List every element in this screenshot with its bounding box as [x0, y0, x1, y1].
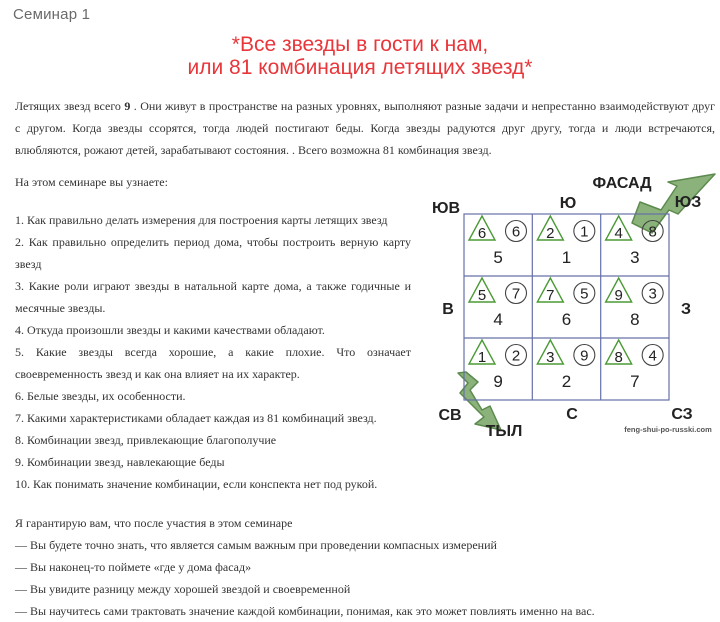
topics-list — [15, 209, 411, 495]
direction-nw-label: СЗ — [671, 406, 693, 423]
base-star-number: 3 — [630, 248, 640, 267]
mountain-star-number: 9 — [614, 287, 623, 304]
watermark: feng-shui-po-russki.com — [624, 425, 712, 434]
water-star-number: 7 — [511, 285, 521, 303]
topic-item: 4. Откуда произошли звезды и какими качествами обладают. — [15, 323, 325, 337]
guarantee-item: — Вы наконец-то поймете «где у дома фасад» — [15, 560, 252, 574]
topic-item: 6. Белые звезды, их особенности. — [15, 389, 186, 403]
water-star-number: 1 — [580, 223, 589, 241]
star-cell — [469, 278, 527, 329]
star-cell — [606, 278, 664, 329]
water-star-number: 4 — [648, 347, 657, 365]
star-cell — [537, 278, 595, 329]
water-star-number: 2 — [511, 347, 521, 365]
cells-layer — [469, 216, 663, 391]
star-cell — [537, 340, 595, 391]
star-cell — [469, 216, 527, 267]
base-star-number: 2 — [561, 372, 572, 391]
direction-se-label: ЮВ — [431, 200, 461, 217]
star-count: 9 — [124, 99, 131, 113]
direction-w-label: З — [680, 301, 692, 318]
water-star-number: 9 — [580, 347, 589, 365]
water-star-number: 8 — [648, 223, 657, 241]
star-cell — [606, 340, 664, 391]
guarantee-item: — Вы увидите разницу между хорошей звездой и своевременной — [15, 582, 351, 596]
direction-n-label: С — [566, 406, 578, 423]
mountain-star-number: 6 — [477, 225, 487, 242]
back-label: ТЫЛ — [485, 423, 523, 440]
topic-item: 9. Комбинации звезд, навлекающие беды — [15, 455, 225, 469]
topic-item: 3. Какие роли играют звезды в натальной карте дома, а также годичные и месячные звезды. — [15, 279, 411, 315]
mountain-star-number: 7 — [546, 287, 555, 304]
topic-item: 5. Какие звезды всегда хорошие, а какие плохие. Что означает своевременность звезд и как она влияет на их характер. — [15, 345, 411, 381]
flying-stars-diagram — [418, 168, 718, 448]
facade-label: ФАСАД — [592, 175, 652, 192]
topic-item: 10. Как понимать значение комбинации, если конспекта нет под рукой. — [15, 477, 378, 491]
base-star-number: 8 — [630, 310, 640, 329]
mountain-star-number: 2 — [546, 225, 555, 242]
direction-sw-label: ЮЗ — [674, 194, 702, 211]
page-title — [0, 33, 720, 79]
mountain-star-number: 4 — [614, 225, 623, 242]
title-line-2: или 81 комбинация летящих звезд* — [187, 56, 533, 79]
mountain-star-number: 3 — [546, 349, 555, 366]
title-line-1: *Все звезды в гости к нам, — [231, 33, 489, 56]
topic-item: 7. Какими характеристиками обладает каждая из 81 комбинаций звезд. — [15, 411, 377, 425]
water-star-number: 3 — [648, 285, 657, 303]
base-star-number: 1 — [561, 248, 572, 267]
direction-s-label: Ю — [559, 195, 577, 212]
base-star-number: 4 — [493, 310, 503, 329]
intro-text-rest: . Они живут в пространстве на разных уровнях, выполняют разные задачи и непрестанно взаимодействуют друг с другом. Когда звезды ссорятся, тогда людей постигают беды. Когда звезды радуются друг другу, тогда и люди встречаются, влюбляются, рожают детей, зарабатывают состояния. . Всего возможна 81 комбинация звезд. — [15, 99, 715, 157]
guarantee-heading: Я гарантирую вам, что после участия в этом семинаре — [15, 516, 293, 530]
guarantee-section — [15, 512, 705, 622]
water-star-number: 6 — [511, 223, 521, 241]
star-cell — [537, 216, 595, 267]
water-star-number: 5 — [580, 285, 589, 303]
topic-item: 8. Комбинации звезд, привлекающие благополучие — [15, 433, 277, 447]
base-star-number: 7 — [630, 372, 640, 391]
direction-ne-label: СВ — [438, 407, 462, 424]
seminar-label: Семинар 1 — [13, 6, 91, 23]
intro-text-start: Летящих звезд всего — [15, 99, 125, 113]
base-star-number: 9 — [493, 372, 503, 391]
guarantee-item: — Вы научитесь сами трактовать значение каждой комбинации, понимая, как это может повлиять именно на вас. — [15, 604, 595, 618]
base-star-number: 6 — [561, 310, 572, 329]
topic-item: 1. Как правильно делать измерения для построения карты летящих звезд — [15, 213, 388, 227]
intro-paragraph — [15, 95, 715, 161]
direction-e-label: В — [442, 301, 454, 318]
mountain-star-number: 5 — [477, 287, 487, 304]
mountain-star-number: 8 — [614, 349, 623, 366]
mountain-star-number: 1 — [477, 349, 487, 366]
topic-item: 2. Как правильно определить период дома, чтобы построить верную карту звезд — [15, 235, 411, 271]
learn-heading: На этом семинаре вы узнаете: — [15, 175, 168, 189]
base-star-number: 5 — [493, 248, 503, 267]
guarantee-item: — Вы будете точно знать, что является самым важным при проведении компасных измерений — [15, 538, 497, 552]
